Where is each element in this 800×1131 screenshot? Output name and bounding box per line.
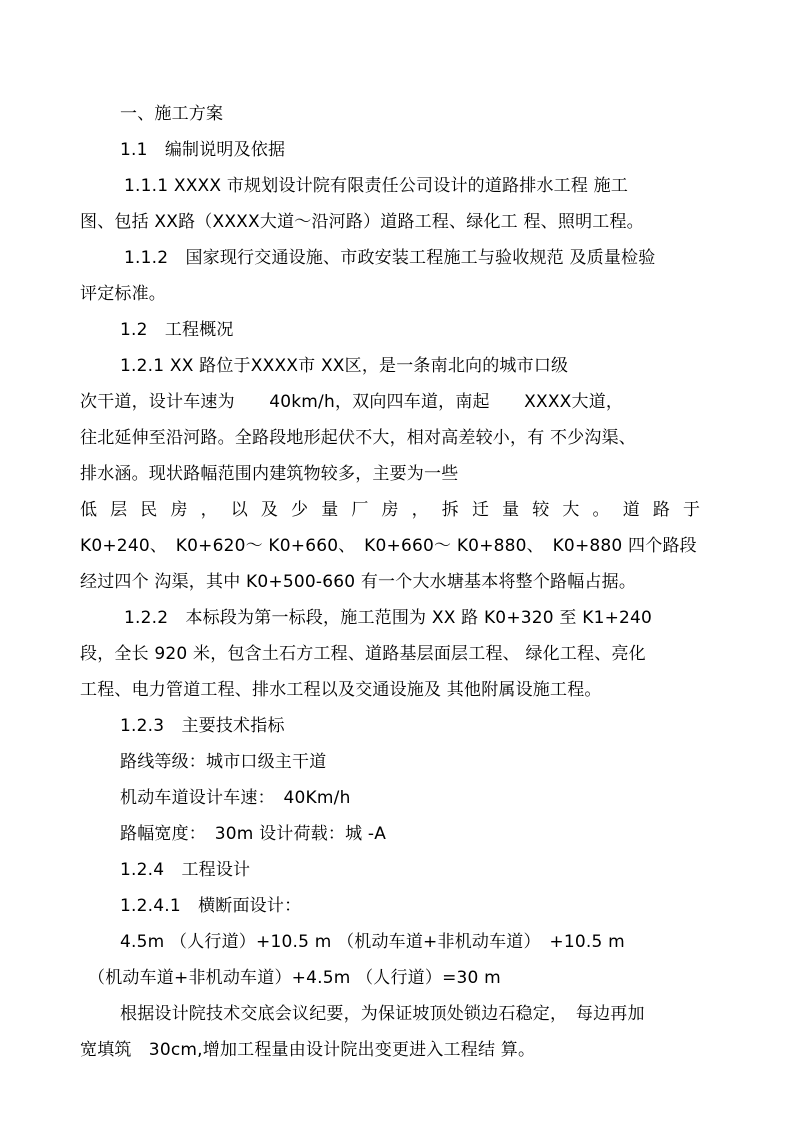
paragraph-1-1-1-line-1: 1.1.1 XXXX 市规划设计院有限责任公司设计的道路排水工程 施工 (124, 176, 629, 196)
paragraph-1-2-1-line-7: 经过四个 沟渠，其中 K0+500-660 有一个大水塘基本将整个路幅占据。 (80, 572, 637, 592)
paragraph-1-2-1-line-3: 往北延伸至沿河路。全路段地形起伏不大，相对高差较小，有 不少沟渠、 (80, 428, 637, 448)
subheading-1-2-4: 1.2.4 工程设计 (120, 860, 251, 880)
paragraph-1-1-2-line-2: 评定标准。 (80, 284, 166, 304)
spec-route-grade: 路线等级：城市口级主干道 (120, 752, 327, 772)
paragraph-1-2-1-line-2: 次干道，设计车速为 40km/h，双向四车道，南起 XXXX大道， (80, 392, 624, 412)
spec-design-speed: 机动车道设计车速： 40Km/h (120, 788, 351, 808)
subheading-1-1: 1.1 编制说明及依据 (120, 140, 286, 160)
paragraph-1-2-2-line-1: 1.2.2 本标段为第一标段，施工范围为 XX 路 K0+320 至 K1+240 (124, 608, 653, 628)
paragraph-1-2-1-line-5: 低层民房，以及少量厂房，拆迁量较大。道路于 (80, 500, 700, 520)
subheading-1-2-3: 1.2.3 主要技术指标 (120, 716, 285, 736)
subheading-1-2-4-1: 1.2.4.1 横断面设计： (120, 896, 302, 916)
paragraph-1-2-1-line-4: 排水涵。现状路幅范围内建筑物较多，主要为一些 (80, 464, 459, 484)
paragraph-1-1-2-line-1: 1.1.2 国家现行交通设施、市政安装工程施工与验收规范 及质量检验 (124, 248, 656, 268)
subheading-1-2: 1.2 工程概况 (120, 320, 234, 340)
paragraph-1-2-2-line-2: 段，全长 920 米，包含土石方工程、道路基层面层工程、 绿化工程、亮化 (80, 644, 646, 664)
cross-section-line-2: （机动车道+非机动车道）+4.5m （人行道）=30 m (88, 968, 501, 988)
paragraph-1-2-1-line-6: K0+240、 K0+620～ K0+660、 K0+660～ K0+880、 K0+880 四个路段 (80, 536, 697, 556)
spec-road-width: 路幅宽度： 30m 设计荷载：城 -A (120, 824, 387, 844)
paragraph-1-2-1-line-1: 1.2.1 XX 路位于XXXX市 XX区，是一条南北向的城市口级 (120, 356, 569, 376)
section-heading-construction-plan: 一、施工方案 (120, 104, 224, 124)
cross-section-line-1: 4.5m （人行道）+10.5 m （机动车道+非机动车道） +10.5 m (120, 932, 625, 952)
paragraph-minutes-line-1: 根据设计院技术交底会议纪要，为保证坡顶处锁边石稳定， 每边再加 (120, 1004, 645, 1024)
paragraph-1-1-1-line-2: 图、包括 XX路（XXXX大道～沿河路）道路工程、绿化工 程、照明工程。 (80, 212, 644, 232)
paragraph-1-2-2-line-3: 工程、电力管道工程、排水工程以及交通设施及 其他附属设施工程。 (80, 680, 602, 700)
paragraph-minutes-line-2: 宽填筑 30cm,增加工程量由设计院出变更进入工程结 算。 (80, 1040, 536, 1060)
